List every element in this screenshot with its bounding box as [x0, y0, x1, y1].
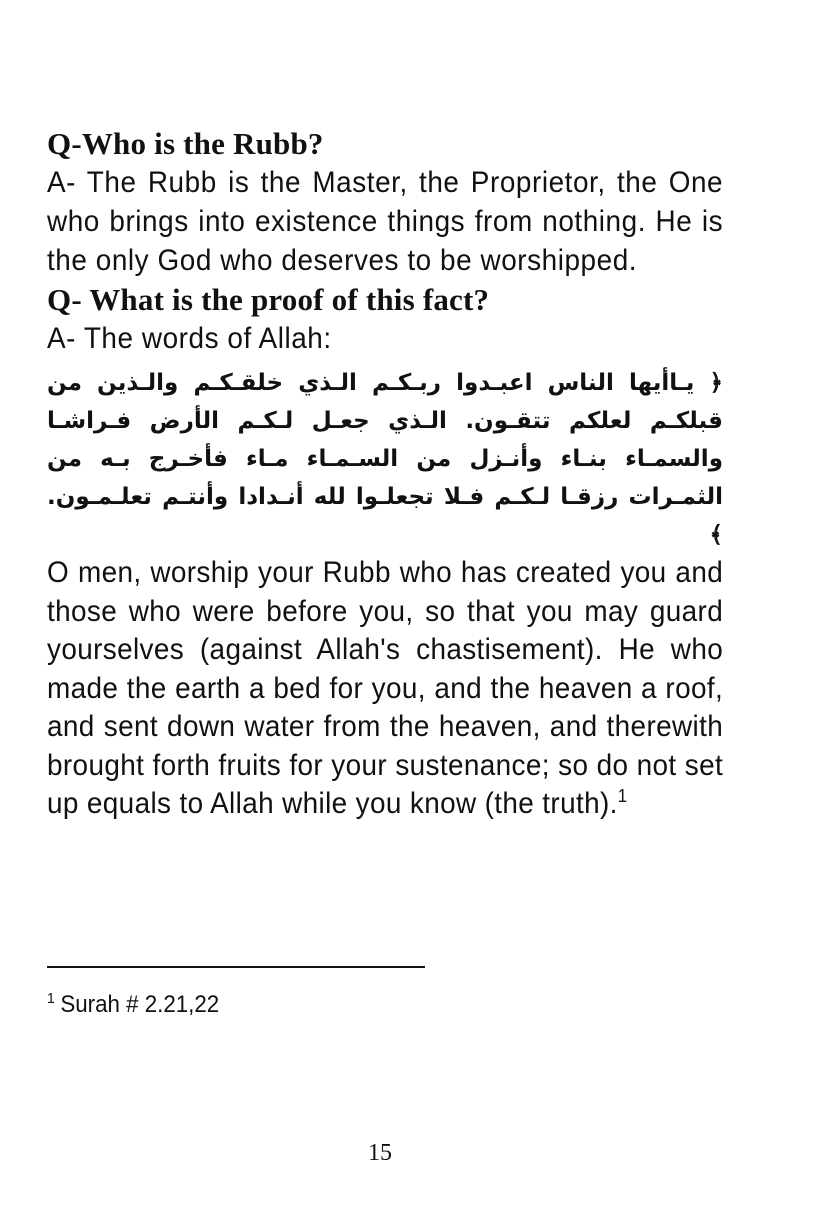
arabic-verse: ﴿ يـاأيها الناس اعبـدوا ربـكـم الـذي خلقـكـم والـذين من قبلكـم لعلكم تتقـون. الـذي جعـل لـكـم الأرض فـراشـا والسمـاء بنـاء وأنـزل من السـمـاء مـاء فأخـرج بـه من الثمـرات رزقـا لـكـم فـلا تجعلـوا لله أنـدادا وأنتـم تعلـمـون. ﴾ — [47, 370, 723, 548]
translation-text: O men, worship your Rubb who has created you and those who were before you, so that you may guard yourselves (against Allah's chastisement). He who made the earth a bed for you, and the heaven a roof, and sent down water from the heaven, and therewith brought forth fruits for your sustenance; so do not set up equals to Allah while you know (the truth). — [47, 556, 724, 820]
page-body — [47, 124, 723, 824]
footnote-marker: 1 — [47, 990, 55, 1007]
footnote-reference: 1 — [617, 786, 628, 806]
page-number: 15 — [368, 1140, 392, 1166]
question-1: Q-Who is the Rubb? — [47, 126, 324, 161]
answer-2: A- The words of Allah: — [47, 322, 332, 355]
footnote — [47, 984, 219, 1020]
footnote-text: Surah # 2.21,22 — [60, 991, 220, 1018]
translation-paragraph — [47, 554, 723, 824]
question-2: Q- What is the proof of this fact? — [47, 282, 490, 317]
footnote-divider — [47, 966, 425, 968]
answer-1: A- The Rubb is the Master, the Proprietor, the One who brings into existence things from nothing. He is the only God who deserves to be worshipped. — [47, 166, 724, 277]
